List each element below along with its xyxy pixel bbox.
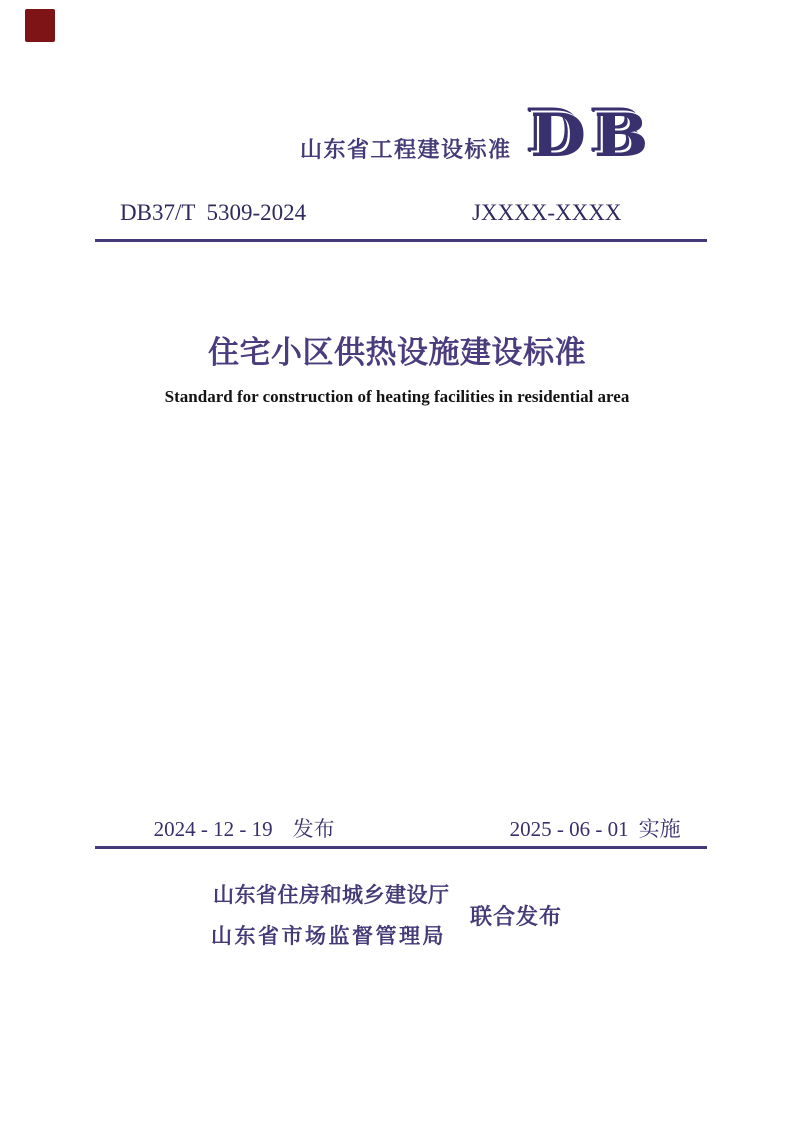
- publisher-market-regulation: 山东省市场监督管理局: [211, 925, 446, 948]
- publisher-housing-department: 山东省住房和城乡建设厅: [213, 884, 450, 907]
- footer-rule: [95, 846, 707, 849]
- corner-annotation-mark: [25, 9, 55, 42]
- standard-number-local: DB37/T 5309-2024: [120, 200, 307, 225]
- document-title-zh: 住宅小区供热设施建设标准: [208, 335, 586, 370]
- header-rule: [95, 239, 707, 242]
- implementation-label: 实施: [638, 818, 681, 841]
- db-logo: DB: [530, 101, 657, 171]
- joint-publish-label: 联合发布: [470, 904, 563, 929]
- standard-number-record: JXXXX-XXXX: [472, 200, 622, 225]
- issue-label: 发布: [292, 818, 335, 841]
- issue-date: 2024 - 12 - 19: [153, 817, 273, 841]
- series-label: 山东省工程建设标准: [300, 137, 512, 162]
- dates-row: [0, 803, 794, 841]
- document-title-en: Standard for construction of heating facilities in residential area: [164, 387, 630, 406]
- implementation-date: 2025 - 06 - 01: [509, 817, 629, 841]
